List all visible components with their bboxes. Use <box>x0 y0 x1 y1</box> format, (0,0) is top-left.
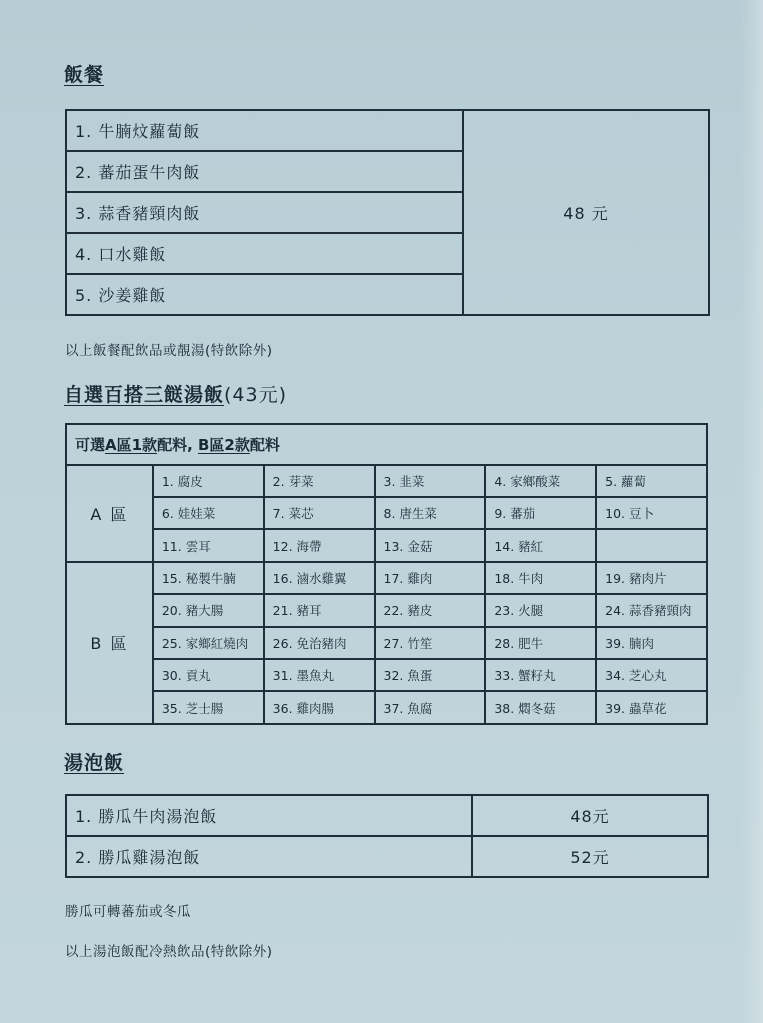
soup-item-2-price: 52元 <box>472 836 708 877</box>
option-cell: 7. 菜芯 <box>264 497 375 529</box>
soup-item-2-name: 2. 勝瓜雞湯泡飯 <box>66 836 472 877</box>
option-cell: 31. 墨魚丸 <box>264 659 375 691</box>
option-cell: 22. 豬皮 <box>375 594 486 626</box>
zone-b-label: B 區 <box>66 562 153 724</box>
option-cell: 4. 家鄉酸菜 <box>485 465 596 497</box>
paper-edge <box>741 0 763 1023</box>
option-cell: 27. 竹笙 <box>375 627 486 659</box>
option-cell: 9. 蕃茄 <box>485 497 596 529</box>
soup-heading: 湯泡飯 <box>64 752 125 774</box>
meals-note: 以上飯餐配飲品或靚湯(特飲除外) <box>65 343 273 359</box>
option-cell: 2. 芽菜 <box>264 465 375 497</box>
meals-price: 48 元 <box>463 110 709 315</box>
option-cell: 6. 娃娃菜 <box>153 497 264 529</box>
option-cell: 5. 蘿蔔 <box>596 465 707 497</box>
option-cell: 28. 肥牛 <box>485 627 596 659</box>
option-cell: 30. 貢丸 <box>153 659 264 691</box>
option-cell: 15. 秘製牛腩 <box>153 562 264 594</box>
option-cell: 1. 腐皮 <box>153 465 264 497</box>
mix-heading-price: (43元) <box>224 384 288 406</box>
option-cell: 25. 家鄉紅燒肉 <box>153 627 264 659</box>
option-cell: 34. 芝心丸 <box>596 659 707 691</box>
option-cell: 39. 腩肉 <box>596 627 707 659</box>
meal-item-5: 5. 沙姜雞飯 <box>66 274 463 315</box>
mix-instruction-a: A區1款 <box>105 435 158 454</box>
mix-heading-wrap <box>64 380 287 407</box>
meals-table <box>65 109 710 316</box>
soup-item-1-name: 1. 勝瓜牛肉湯泡飯 <box>66 795 472 836</box>
option-cell: 38. 燜冬菇 <box>485 691 596 724</box>
meal-item-1: 1. 牛腩炆蘿蔔飯 <box>66 110 463 151</box>
option-cell: 32. 魚蛋 <box>375 659 486 691</box>
meal-item-4: 4. 口水雞飯 <box>66 233 463 274</box>
option-cell: 21. 豬耳 <box>264 594 375 626</box>
meal-item-3: 3. 蒜香豬頸肉飯 <box>66 192 463 233</box>
option-cell: 11. 雲耳 <box>153 529 264 561</box>
option-cell: 8. 唐生菜 <box>375 497 486 529</box>
option-cell: 3. 韭菜 <box>375 465 486 497</box>
option-cell: 23. 火腿 <box>485 594 596 626</box>
option-cell: 17. 雞肉 <box>375 562 486 594</box>
option-cell: 13. 金菇 <box>375 529 486 561</box>
option-cell: 19. 豬肉片 <box>596 562 707 594</box>
option-cell: 26. 免治豬肉 <box>264 627 375 659</box>
option-cell: 18. 牛肉 <box>485 562 596 594</box>
mix-instruction-prefix: 可選 <box>75 435 106 454</box>
meals-heading: 飯餐 <box>64 64 105 86</box>
soup-note-2: 以上湯泡飯配冷熱飲品(特飲除外) <box>65 944 273 960</box>
zone-a-label: A 區 <box>66 465 153 562</box>
option-cell: 35. 芝士腸 <box>153 691 264 724</box>
mix-instruction-mid: 配料, <box>157 435 193 454</box>
soup-table <box>65 794 709 878</box>
mix-instruction-suffix: 配料 <box>249 435 280 454</box>
option-cell: 10. 豆卜 <box>596 497 707 529</box>
option-cell: 37. 魚腐 <box>375 691 486 724</box>
option-cell: 20. 豬大腸 <box>153 594 264 626</box>
mix-instruction-b: B區2款 <box>198 435 250 454</box>
soup-item-1-price: 48元 <box>472 795 708 836</box>
option-cell: 24. 蒜香豬頸肉 <box>596 594 707 626</box>
soup-note-1: 勝瓜可轉蕃茄或冬瓜 <box>65 904 191 920</box>
option-cell: 33. 蟹籽丸 <box>485 659 596 691</box>
option-cell: 36. 雞肉腸 <box>264 691 375 724</box>
mix-instruction <box>66 424 707 465</box>
meal-item-2: 2. 蕃茄蛋牛肉飯 <box>66 151 463 192</box>
option-cell: 16. 滷水雞翼 <box>264 562 375 594</box>
option-cell <box>596 529 707 561</box>
mix-heading: 自選百搭三餸湯飯 <box>64 384 225 406</box>
option-cell: 39. 蟲草花 <box>596 691 707 724</box>
mix-table <box>65 423 708 725</box>
option-cell: 14. 豬紅 <box>485 529 596 561</box>
option-cell: 12. 海帶 <box>264 529 375 561</box>
